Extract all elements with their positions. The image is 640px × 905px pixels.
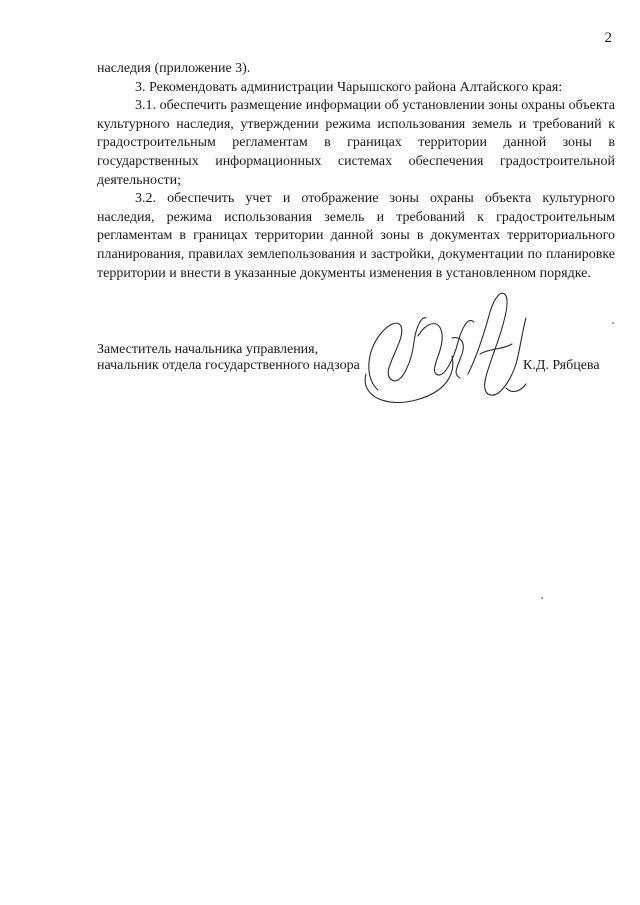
scan-speck (541, 597, 543, 599)
handwritten-signature (356, 278, 536, 410)
scan-speck (612, 322, 614, 324)
paragraph-item-3: 3. Рекомендовать администрации Чарышского района Алтайского края: (135, 79, 563, 95)
paragraph-item-3-1: 3.1. обеспечить размещение информации об установлении зоны охраны объекта культурного наследия, утверждении режима использования земель и требований к градостроительным регламентам в границах территории данной зоны в государственных информационных системах обеспечения градостроительной деятельности; (97, 98, 615, 188)
page-number: 2 (604, 30, 612, 46)
signer-position-line-2: начальник отдела государственного надзора (97, 358, 360, 373)
paragraph-continuation: наследия (приложение 3). (97, 61, 251, 76)
signer-name: К.Д. Рябцева (523, 358, 600, 373)
paragraph-item-3-2: 3.2. обеспечить учет и отображение зоны охраны объекта культурного наследия, режима использования земель и требований к градостроительным регламентам в границах территории данной зоны в документах территориального планирования, правилах землепользования и застройки, документации по планировке территории и внести в указанные документы изменения в установленном порядке. (97, 191, 615, 281)
signer-position-line-1: Заместитель начальника управления, (97, 342, 319, 357)
document-body (97, 60, 615, 283)
